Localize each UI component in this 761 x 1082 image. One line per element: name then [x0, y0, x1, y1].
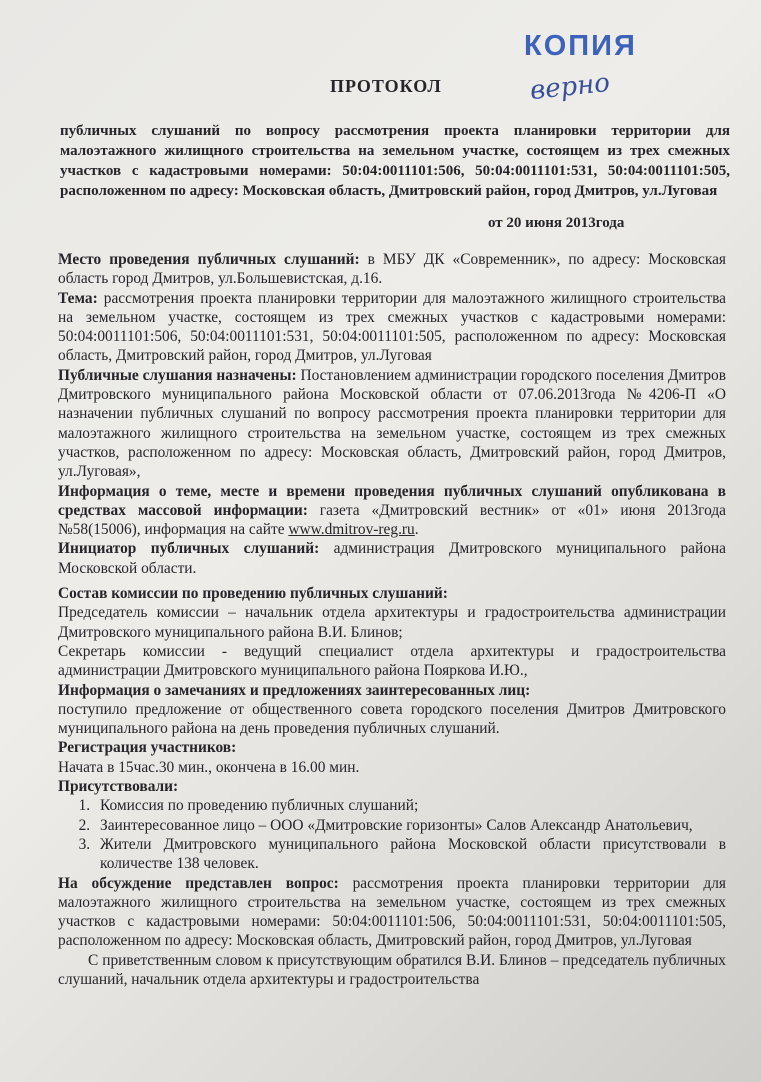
initiator-label: Инициатор публичных слушаний: — [58, 540, 320, 558]
info-label: Информация о теме, месте и времени проведения публичных слушаний опубликована в средствах массовой информации: — [58, 482, 726, 519]
site-link[interactable]: www.dmitrov-reg.ru — [288, 521, 415, 539]
list-item: 1. Комиссия по проведению публичных слушаний; — [94, 796, 726, 815]
chairman-paragraph: Председатель комиссии – начальник отдела архитектуры и градостроительства администрации Дмитровского муниципального района В.И. Блинов; — [58, 604, 726, 641]
place-label: Место проведения публичных слушаний: — [58, 251, 360, 268]
document-subtitle: публичных слушаний по вопросу рассмотрения проекта планировки территории для малоэтажного жилищного строительства на земельном участке, состоящем из трех смежных участков с кадастровыми номерами: 50:04:0011101:506, 50:04:0011101:531, 50:04:0011101:505, расположенном по адресу: Московская область, Дмитровский район, город Дмитров, ул.Луговая — [60, 123, 730, 199]
discussion-label: На обсуждение представлен вопрос: — [58, 874, 339, 892]
discussion-paragraph — [58, 874, 726, 951]
info-paragraph — [58, 482, 726, 540]
appointed-text: Постановлением администрации городского поселения Дмитров Дмитровского муниципального района Московской области от 07.06.2013года №4206-П «О назначении публичных слушаний по вопросу рассмотрения проекта планировки территории для малоэтажного жилищного строительства на земельном участке, состоящем из трех смежных участков, расположенном по адресу: Московская область, Дмитровский район, город Дмитров, ул.Луговая», — [58, 366, 726, 481]
document-body — [58, 250, 726, 989]
place-paragraph — [58, 250, 726, 289]
remarks-heading — [58, 681, 726, 700]
closing-paragraph: С приветственным словом к присутствующим обратился В.И. Блинов – председатель публичных слушаний, начальник отдела архитектуры и градостроительства — [58, 951, 726, 988]
topic-text: рассмотрения проекта планировки территории для малоэтажного жилищного строительства на земельном участке, состоящем из трех смежных участков с кадастровыми номерами: 50:04:0011101:506, 50:04:0011101:531, 50:04:0011101:505, расположенном по адресу: Московская область, Дмитровский район, город Дмитров, ул.Луговая — [58, 289, 726, 365]
list-item: 2. Заинтересованное лицо – ООО «Дмитровские горизонты» Салов Александр Анатольевич, — [94, 816, 726, 835]
topic-label: Тема: — [58, 289, 98, 307]
secretary-paragraph: Секретарь комиссии - ведущий специалист отдела архитектуры и градостроительства администрации Дмитровского муниципального района Пояркова И.Ю., — [58, 642, 726, 680]
registration-label: Регистрация участников: — [58, 739, 237, 757]
list-item: 3. Жители Дмитровского муниципального района Московской области присутствовали в количестве 138 человек. — [94, 835, 726, 874]
place-text: в МБУ ДК «Современник», по адресу: Московская область город Дмитров, ул.Большевистская, д.16. — [58, 251, 726, 288]
commission-label: Состав комиссии по проведению публичных слушаний: — [58, 585, 448, 603]
document-title: ПРОТОКОЛ — [330, 76, 442, 96]
topic-paragraph — [58, 289, 726, 366]
info-text: газета «Дмитровский вестник» от «01» июня 2013года №58(15006), информация на сайте — [58, 501, 726, 539]
initiator-paragraph — [58, 539, 726, 578]
present-heading — [58, 777, 726, 796]
commission-heading — [58, 584, 726, 603]
stamp-word: КОПИЯ — [524, 30, 637, 62]
present-list — [58, 796, 726, 873]
remarks-paragraph: поступило предложение от общественного совета городского поселения Дмитров Дмитровского муниципального района на день проведения публичных слушаний. — [58, 700, 726, 738]
initiator-text: администрация Дмитровского муниципального района Московской области. — [58, 540, 726, 577]
appointed-paragraph — [58, 366, 726, 482]
document-date: от 20 июня 2013года — [488, 215, 625, 231]
info-end: . — [414, 521, 419, 539]
copy-stamp — [522, 30, 722, 110]
appointed-label: Публичные слушания назначены: — [58, 366, 297, 384]
discussion-text: рассмотрения проекта планировки территории для малоэтажного жилищного строительства на земельном участке, состоящем из трех смежных участков с кадастровыми номерами: 50:04:0011101:506, 50:04:0011101:531, 50:04:0011101:505, расположенном по адресу: Московская область, Дмитровский район, город Дмитров, ул.Луговая — [58, 874, 726, 950]
remarks-label: Информация о замечаниях и предложениях заинтересованных лиц: — [58, 681, 531, 699]
registration-paragraph: Начата в 15час.30 мин., окончена в 16.00 мин. — [58, 758, 360, 776]
present-label: Присутствовали: — [58, 778, 179, 796]
handwritten-signature: верно — [528, 67, 612, 107]
registration-heading — [58, 738, 726, 757]
